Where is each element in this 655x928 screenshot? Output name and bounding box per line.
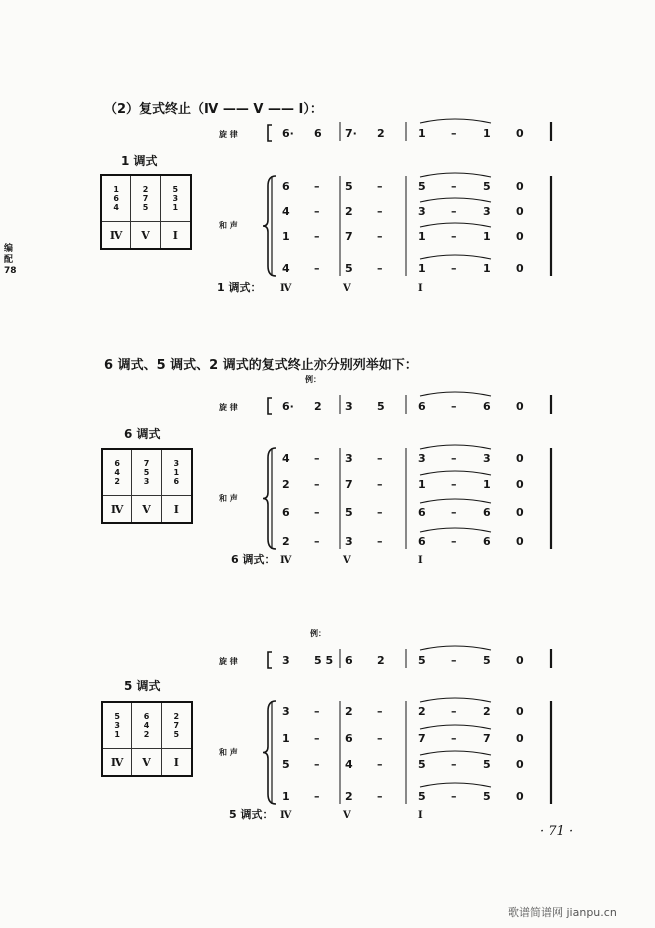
note: 3 bbox=[143, 477, 150, 486]
harmony-note: 7 bbox=[418, 732, 426, 745]
harmony-note: – bbox=[377, 732, 383, 745]
harmony-note: – bbox=[451, 758, 457, 771]
harmony-note: 3 bbox=[418, 452, 426, 465]
harmony-note: 2 bbox=[345, 790, 353, 803]
melody-note: 2 bbox=[314, 400, 322, 413]
harmony-brace bbox=[263, 701, 276, 804]
tie bbox=[420, 392, 491, 396]
melody-note: 3 bbox=[345, 400, 353, 413]
tie bbox=[420, 198, 491, 202]
harmony-note: – bbox=[377, 478, 383, 491]
melody-label: 旋 律 bbox=[219, 130, 238, 139]
harmony-note: – bbox=[314, 180, 320, 193]
melody-note: 5 bbox=[377, 400, 385, 413]
harmony-note: 5 bbox=[345, 506, 353, 519]
harmony-note: – bbox=[451, 205, 457, 218]
harmony-note: 2 bbox=[483, 705, 491, 718]
harmony-note: 3 bbox=[282, 705, 290, 718]
harmony-note: – bbox=[314, 230, 320, 243]
harmony-note: – bbox=[451, 790, 457, 803]
roman-i: Ⅰ bbox=[173, 755, 179, 769]
roman-numeral: Ⅳ bbox=[280, 810, 292, 821]
harmony-note: 1 bbox=[418, 478, 426, 491]
melody-note: – bbox=[451, 127, 457, 140]
harmony-note: 4 bbox=[282, 452, 290, 465]
harmony-note: 0 bbox=[516, 535, 524, 548]
roman-numeral: Ⅳ bbox=[280, 283, 292, 294]
harmony-note: 2 bbox=[418, 705, 426, 718]
melody-note: 6 bbox=[345, 654, 353, 667]
tie bbox=[420, 499, 491, 503]
harmony-note: 0 bbox=[516, 732, 524, 745]
harmony-note: – bbox=[451, 478, 457, 491]
note: 1 bbox=[114, 730, 120, 739]
harmony-note: 6 bbox=[483, 506, 491, 519]
harmony-note: 5 bbox=[483, 790, 491, 803]
note: 7 bbox=[143, 459, 150, 468]
melody-note: 7· bbox=[345, 127, 357, 140]
note: 5 bbox=[142, 203, 149, 212]
harmony-note: 5 bbox=[483, 758, 491, 771]
harmony-note: 0 bbox=[516, 452, 524, 465]
harmony-note: 3 bbox=[418, 205, 426, 218]
section-title: （2）复式终止（Ⅳ —— Ⅴ —— Ⅰ）： bbox=[104, 102, 323, 117]
harmony-note: 4 bbox=[282, 262, 290, 275]
harmony-note: 0 bbox=[516, 262, 524, 275]
harmony-note: – bbox=[314, 790, 320, 803]
note: 6 bbox=[113, 194, 119, 203]
note: 3 bbox=[173, 459, 180, 468]
note: 3 bbox=[114, 721, 120, 730]
note: 5 bbox=[143, 468, 150, 477]
harmony-note: 5 bbox=[345, 262, 353, 275]
harmony-note: 1 bbox=[483, 262, 491, 275]
note: 5 bbox=[173, 730, 180, 739]
harmony-note: 7 bbox=[483, 732, 491, 745]
note: 4 bbox=[143, 721, 150, 730]
harmony-note: – bbox=[451, 180, 457, 193]
roman-v: Ⅴ bbox=[132, 749, 161, 775]
harmony-label: 和 声 bbox=[219, 748, 238, 757]
example-label-2: 例： bbox=[310, 629, 326, 638]
harmony-note: – bbox=[377, 506, 383, 519]
note: 6 bbox=[173, 477, 180, 486]
harmony-note: – bbox=[377, 452, 383, 465]
harmony-note: – bbox=[451, 262, 457, 275]
harmony-label: 和 声 bbox=[219, 221, 238, 230]
harmony-note: 1 bbox=[418, 262, 426, 275]
roman-i: Ⅰ bbox=[172, 228, 178, 242]
harmony-brace bbox=[263, 176, 276, 276]
melody-note: 0 bbox=[516, 654, 524, 667]
mode-footer-label: 5 调式： bbox=[229, 808, 274, 821]
roman-v: Ⅴ bbox=[132, 496, 161, 522]
tie bbox=[420, 751, 491, 755]
roman-numeral: Ⅳ bbox=[280, 555, 292, 566]
harmony-label: 和 声 bbox=[219, 494, 238, 503]
tie bbox=[420, 471, 491, 475]
harmony-note: – bbox=[377, 790, 383, 803]
note: 1 bbox=[113, 185, 119, 194]
harmony-note: 0 bbox=[516, 478, 524, 491]
harmony-note: – bbox=[314, 758, 320, 771]
harmony-note: – bbox=[451, 535, 457, 548]
tie bbox=[420, 255, 491, 259]
harmony-note: 7 bbox=[345, 230, 353, 243]
roman-numeral: Ⅰ bbox=[418, 283, 423, 294]
harmony-note: 0 bbox=[516, 506, 524, 519]
melody-note: 6· bbox=[282, 127, 294, 140]
harmony-note: 0 bbox=[516, 230, 524, 243]
side-note: 编配 78 bbox=[4, 244, 17, 276]
harmony-note: – bbox=[451, 452, 457, 465]
note: 4 bbox=[114, 468, 120, 477]
harmony-note: 3 bbox=[483, 452, 491, 465]
harmony-note: 0 bbox=[516, 705, 524, 718]
harmony-note: 6 bbox=[418, 535, 426, 548]
tie bbox=[420, 725, 491, 729]
harmony-note: 5 bbox=[345, 180, 353, 193]
harmony-note: 5 bbox=[418, 790, 426, 803]
note: 7 bbox=[173, 721, 180, 730]
harmony-note: 1 bbox=[483, 230, 491, 243]
roman-numeral: Ⅰ bbox=[418, 555, 423, 566]
harmony-note: – bbox=[314, 535, 320, 548]
note: 6 bbox=[114, 459, 120, 468]
note: 6 bbox=[143, 712, 150, 721]
harmony-note: 2 bbox=[345, 205, 353, 218]
mode-footer-label: 6 调式： bbox=[231, 553, 276, 566]
harmony-note: – bbox=[451, 230, 457, 243]
tie bbox=[420, 173, 491, 177]
harmony-note: 1 bbox=[282, 790, 290, 803]
note: 5 bbox=[172, 185, 179, 194]
harmony-note: – bbox=[314, 506, 320, 519]
harmony-note: – bbox=[377, 262, 383, 275]
roman-numeral: Ⅰ bbox=[418, 810, 423, 821]
mode-6-label: 6 调式 bbox=[124, 427, 161, 441]
note: 2 bbox=[142, 185, 149, 194]
harmony-note: 5 bbox=[418, 180, 426, 193]
harmony-note: 3 bbox=[345, 535, 353, 548]
harmony-note: 1 bbox=[282, 230, 290, 243]
melody-label: 旋 律 bbox=[219, 657, 238, 666]
harmony-note: – bbox=[377, 535, 383, 548]
harmony-note: – bbox=[377, 705, 383, 718]
example-label-1: 例： bbox=[305, 375, 321, 384]
harmony-note: – bbox=[377, 758, 383, 771]
mode-5-label: 5 调式 bbox=[124, 679, 161, 693]
melody-note: 6 bbox=[483, 400, 491, 413]
melody-bracket bbox=[268, 125, 272, 141]
note: 2 bbox=[114, 477, 120, 486]
harmony-note: – bbox=[377, 205, 383, 218]
harmony-note: – bbox=[314, 478, 320, 491]
mode-footer-label: 1 调式： bbox=[217, 281, 262, 294]
tie bbox=[420, 783, 491, 787]
harmony-note: 3 bbox=[345, 452, 353, 465]
roman-numeral: Ⅴ bbox=[343, 555, 351, 566]
harmony-note: 2 bbox=[345, 705, 353, 718]
note: 1 bbox=[172, 203, 179, 212]
harmony-note: – bbox=[451, 732, 457, 745]
melody-note: – bbox=[451, 654, 457, 667]
roman-i: Ⅰ bbox=[173, 502, 179, 516]
melody-note: 5 bbox=[418, 654, 426, 667]
harmony-note: 6 bbox=[483, 535, 491, 548]
harmony-note: 6 bbox=[282, 180, 290, 193]
harmony-note: – bbox=[314, 732, 320, 745]
harmony-note: 0 bbox=[516, 205, 524, 218]
tie bbox=[420, 119, 491, 123]
harmony-note: – bbox=[451, 705, 457, 718]
tie bbox=[420, 646, 491, 650]
harmony-note: 5 bbox=[483, 180, 491, 193]
melody-note: – bbox=[451, 400, 457, 413]
page-number: · 71 · bbox=[540, 824, 574, 839]
melody-note: 0 bbox=[516, 400, 524, 413]
harmony-note: – bbox=[314, 705, 320, 718]
intro-text: 6 调式、5 调式、2 调式的复式终止亦分别列举如下： bbox=[104, 358, 418, 373]
harmony-note: 1 bbox=[282, 732, 290, 745]
melody-note: 1 bbox=[418, 127, 426, 140]
watermark: 歌谱简谱网 jianpu.cn bbox=[508, 906, 617, 919]
melody-note: 2 bbox=[377, 654, 385, 667]
melody-note: 2 bbox=[377, 127, 385, 140]
note: 1 bbox=[173, 468, 180, 477]
harmony-note: – bbox=[314, 452, 320, 465]
harmony-note: 4 bbox=[345, 758, 353, 771]
tie bbox=[420, 528, 491, 532]
harmony-note: 5 bbox=[418, 758, 426, 771]
note: 3 bbox=[172, 194, 179, 203]
roman-iv: Ⅳ bbox=[103, 496, 132, 522]
harmony-note: 7 bbox=[345, 478, 353, 491]
melody-bracket bbox=[268, 652, 272, 668]
harmony-note: 1 bbox=[418, 230, 426, 243]
roman-numeral: Ⅴ bbox=[343, 283, 351, 294]
harmony-note: 3 bbox=[483, 205, 491, 218]
harmony-note: 6 bbox=[345, 732, 353, 745]
melody-bracket bbox=[268, 398, 272, 414]
note: 4 bbox=[113, 203, 119, 212]
roman-iv: Ⅳ bbox=[103, 749, 132, 775]
melody-note: 1 bbox=[483, 127, 491, 140]
harmony-note: – bbox=[314, 262, 320, 275]
harmony-note: 6 bbox=[282, 506, 290, 519]
melody-note: 6 bbox=[418, 400, 426, 413]
harmony-note: 0 bbox=[516, 790, 524, 803]
harmony-note: 0 bbox=[516, 758, 524, 771]
harmony-note: – bbox=[377, 230, 383, 243]
melody-note: 0 bbox=[516, 127, 524, 140]
melody-note: 5 bbox=[483, 654, 491, 667]
tie bbox=[420, 445, 491, 449]
note: 2 bbox=[143, 730, 150, 739]
harmony-note: 2 bbox=[282, 478, 290, 491]
roman-v: Ⅴ bbox=[131, 222, 160, 248]
tie bbox=[420, 223, 491, 227]
melody-note: 5 5 bbox=[314, 654, 334, 667]
roman-iv: Ⅳ bbox=[102, 222, 131, 248]
harmony-note: 0 bbox=[516, 180, 524, 193]
harmony-note: 1 bbox=[483, 478, 491, 491]
harmony-note: 5 bbox=[282, 758, 290, 771]
note: 5 bbox=[114, 712, 120, 721]
mode-1-label: 1 调式 bbox=[121, 154, 158, 168]
roman-numeral: Ⅴ bbox=[343, 810, 351, 821]
note: 2 bbox=[173, 712, 180, 721]
melody-note: 6· bbox=[282, 400, 294, 413]
harmony-note: 6 bbox=[418, 506, 426, 519]
harmony-brace bbox=[263, 448, 276, 549]
melody-note: 6 bbox=[314, 127, 322, 140]
harmony-note: – bbox=[314, 205, 320, 218]
melody-label: 旋 律 bbox=[219, 403, 238, 412]
tie bbox=[420, 698, 491, 702]
harmony-note: – bbox=[451, 506, 457, 519]
note: 7 bbox=[142, 194, 149, 203]
harmony-note: 2 bbox=[282, 535, 290, 548]
melody-note: 3 bbox=[282, 654, 290, 667]
harmony-note: – bbox=[377, 180, 383, 193]
harmony-note: 4 bbox=[282, 205, 290, 218]
